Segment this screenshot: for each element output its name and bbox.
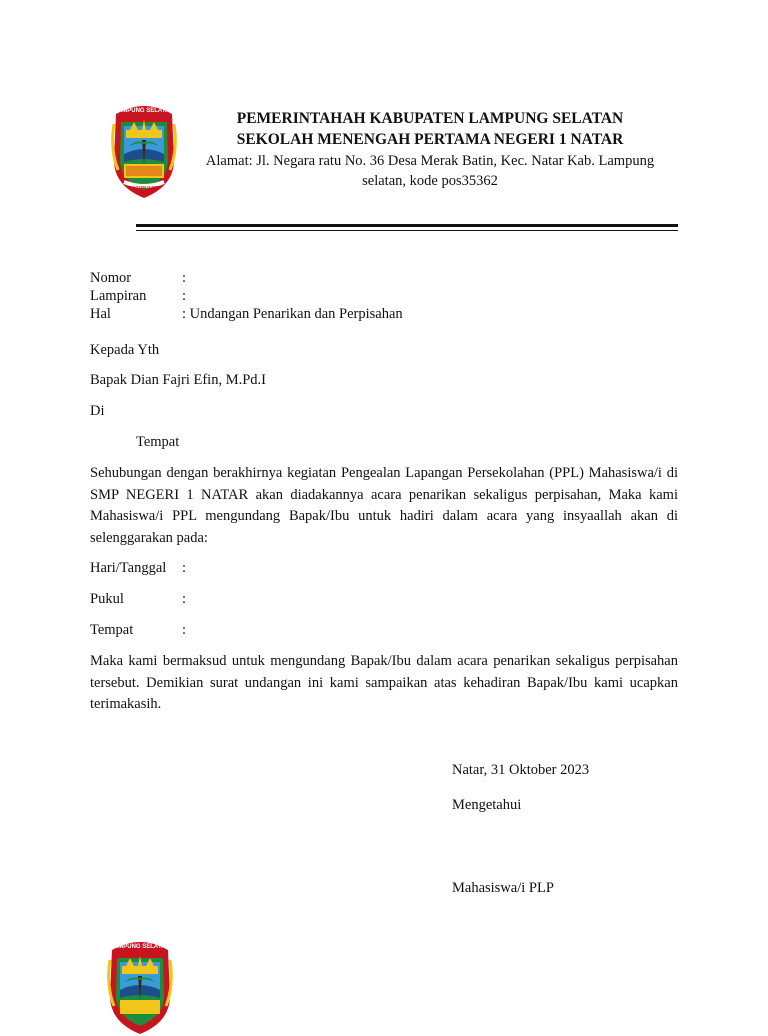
meta-nomor-label: Nomor: [90, 270, 132, 286]
crest-banner-text: LAMPUNG SELATAN: [114, 108, 174, 114]
signature-mengetahui: Mengetahui: [452, 797, 522, 813]
header-address-line-1: Alamat: Jl. Negara ratu No. 36 Desa Merak Batin, Kec. Natar Kab. Lampung: [205, 153, 655, 169]
detail-value: :: [182, 591, 187, 607]
detail-hari-tanggal: [90, 560, 186, 577]
header-address-line-2: selatan, kode pos35362: [362, 173, 498, 189]
crest-banner-text: LAMPUNG SELATAN: [110, 944, 170, 950]
letterhead-divider-thin: [136, 230, 678, 231]
detail-pukul: [90, 591, 186, 608]
detail-label: Hari/Tanggal: [90, 560, 167, 576]
meta-nomor: [90, 270, 186, 287]
detail-label: Pukul: [90, 591, 124, 607]
detail-tempat: [90, 622, 186, 639]
signature-date: Natar, 31 Oktober 2023: [452, 762, 590, 778]
header-government-line: PEMERINTAHAH KABUPATEN LAMPUNG SELATAN: [236, 110, 624, 127]
detail-label: Tempat: [90, 622, 134, 638]
meta-hal-label: Hal: [90, 306, 111, 322]
recipient-name: Bapak Dian Fajri Efin, M.Pd.I: [90, 372, 266, 388]
meta-lampiran-value: :: [182, 288, 187, 304]
lampung-selatan-crest-icon: [104, 936, 176, 1036]
crest-motto-text: RAGOM GAWI: [128, 185, 160, 190]
meta-lampiran-label: Lampiran: [90, 288, 147, 304]
detail-value: :: [182, 560, 187, 576]
crest-shape: [109, 942, 172, 1034]
body-paragraph-2: Maka kami bermaksud untuk mengundang Bapak/Ibu dalam acara penarikan sekaligus perpisahan tersebut. Demikian surat undangan ini kami sampaikan atas kehadiran Bapak/Ibu kami ucapkan terimakasih.: [90, 653, 678, 712]
signature-signer: Mahasiswa/i PLP: [452, 880, 554, 896]
meta-hal-value: : Undangan Penarikan dan Perpisahan: [182, 306, 403, 322]
recipient-di: Di: [90, 403, 105, 419]
recipient-kepada: Kepada Yth: [90, 342, 160, 358]
body-paragraph-1: Sehubungan dengan berakhirnya kegiatan Pengealan Lapangan Persekolahan (PPL) Mahasiswa/i di SMP NEGERI 1 NATAR akan diadakannya acara penarikan sekaligus perpisahan, Maka kami Mahasiswa/i PPL mengundang Bapak/Ibu untuk hadiri dalam acara yang insyaallah akan di selenggarakan pada:: [90, 465, 678, 546]
header-school-line: SEKOLAH MENENGAH PERTAMA NEGERI 1 NATAR: [236, 131, 624, 148]
recipient-tempat: Tempat: [136, 434, 180, 450]
meta-nomor-value: :: [182, 270, 187, 286]
meta-hal: [90, 306, 403, 323]
detail-value: :: [182, 622, 187, 638]
meta-lampiran: [90, 288, 186, 305]
letterhead-divider-thick: [136, 224, 678, 227]
